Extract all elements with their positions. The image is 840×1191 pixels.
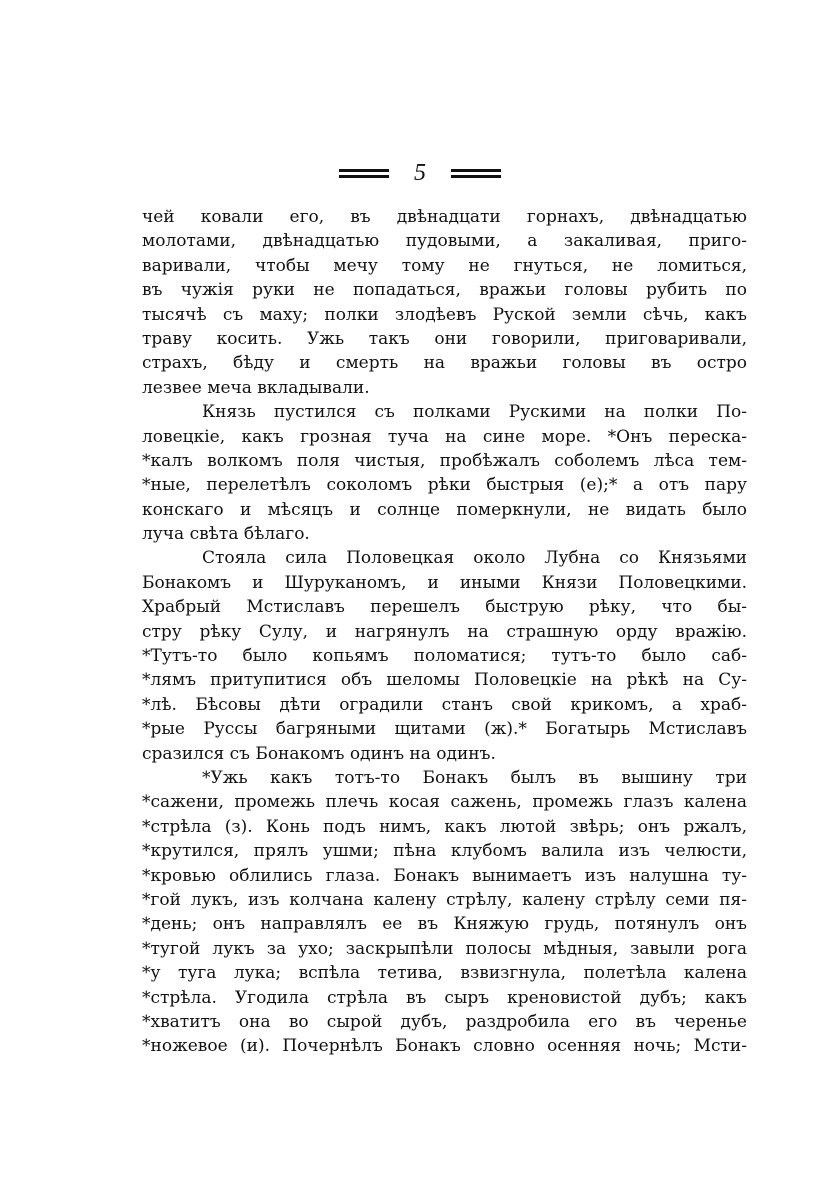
text-line: *ные, перелетѣлъ соколомъ рѣки быстрыя (е);* а отъ пару <box>142 475 747 496</box>
text-line: *у туга лука; вспѣла тетива, взвизгнула, полетѣла калена <box>142 963 747 984</box>
text-line: варивали, чтобы мечу тому не гнуться, не ломиться, <box>142 255 747 276</box>
paragraph-start-line: Князь пустился съ полками Рускими на полки По- <box>202 402 747 423</box>
text-line: лезвее меча вкладывали. <box>142 377 370 398</box>
text-line: Бонакомъ и Шуруканомъ, и иными Князи Половецкими. <box>142 572 747 593</box>
text-line: траву косить. Ужь такъ они говорили, приговаривали, <box>142 328 747 349</box>
paragraph-start-line: Стояла сила Половецкая около Лубна со Князьями <box>202 548 747 569</box>
text-line: *рые Руссы багряными щитами (ж).* Богатырь Мстиславъ <box>142 719 747 740</box>
paragraph-start-line: *Ужь какъ тотъ-то Бонакъ былъ въ вышину три <box>202 767 747 788</box>
page-number: 5 <box>414 160 426 186</box>
text-line: чей ковали его, въ двѣнадцати горнахъ, двѣнадцатью <box>142 207 747 227</box>
left-ornament-rule <box>339 169 389 178</box>
text-line: *день; онъ направлялъ ее въ Княжую грудь, потянулъ онъ <box>142 914 747 935</box>
text-line: въ чужія руки не попадаться, вражьи головы рубить по <box>142 280 747 301</box>
text-line: страхъ, бѣду и смерть на вражьи головы въ остро <box>142 353 747 374</box>
text-line: сразился съ Бонакомъ одинъ на одинъ. <box>142 743 496 764</box>
text-line: *хватитъ она во сырой дубъ, раздробила его въ черенье <box>142 1011 747 1032</box>
text-line: *лямъ притупитися объ шеломы Половецкіе на рѣкѣ на Су- <box>142 670 747 691</box>
text-line: стру рѣку Сулу, и нагрянулъ на страшную орду вражію. <box>142 621 747 642</box>
text-line: *кровью облились глаза. Бонакъ вынимаетъ изъ налушна ту- <box>142 865 747 886</box>
text-line: *калъ волкомъ поля чистыя, пробѣжалъ соболемъ лѣса тем- <box>142 450 747 471</box>
body-text <box>142 205 747 1059</box>
text-line: *стрѣла. Угодила стрѣла въ сыръ креновистой дубъ; какъ <box>142 987 747 1008</box>
text-line: *тугой лукъ за ухо; заскрыпѣли полосы мѣдныя, завыли рога <box>142 938 747 959</box>
text-line: *лѣ. Бѣсовы дѣти оградили станъ свой крикомъ, а храб- <box>142 694 747 715</box>
text-line: луча свѣта бѣлаго. <box>142 524 310 545</box>
text-line: *стрѣла (з). Конь подъ нимъ, какъ лютой звѣрь; онъ ржалъ, <box>142 816 747 837</box>
text-line: *сажени, промежь плечь косая сажень, промежь глазъ калена <box>142 792 747 813</box>
text-line: молотами, двѣнадцатью пудовыми, а закаливая, приго- <box>142 231 747 252</box>
text-line: ловецкіе, какъ грозная туча на сине море. *Онъ переска- <box>142 426 747 447</box>
text-line: Храбрый Мстиславъ перешелъ быструю рѣку, что бы- <box>142 597 747 618</box>
text-line: *ножевое (и). Почернѣлъ Бонакъ словно осенняя ночь; Мсти- <box>142 1036 747 1057</box>
page-header <box>0 160 840 190</box>
text-line: конскаго и мѣсяцъ и солнце померкнули, не видать было <box>142 499 747 520</box>
right-ornament-rule <box>451 169 501 178</box>
text-line: тысячѣ съ маху; полки злодѣевъ Руской земли сѣчь, какъ <box>142 304 747 325</box>
text-line: *крутился, прялъ ушми; пѣна клубомъ валила изъ челюсти, <box>142 841 747 862</box>
text-line: *гой лукъ, изъ колчана калену стрѣлу, калену стрѣлу семи пя- <box>142 889 747 910</box>
text-line: *Тутъ-то было копьямъ поломатися; тутъ-то было саб- <box>142 646 747 667</box>
